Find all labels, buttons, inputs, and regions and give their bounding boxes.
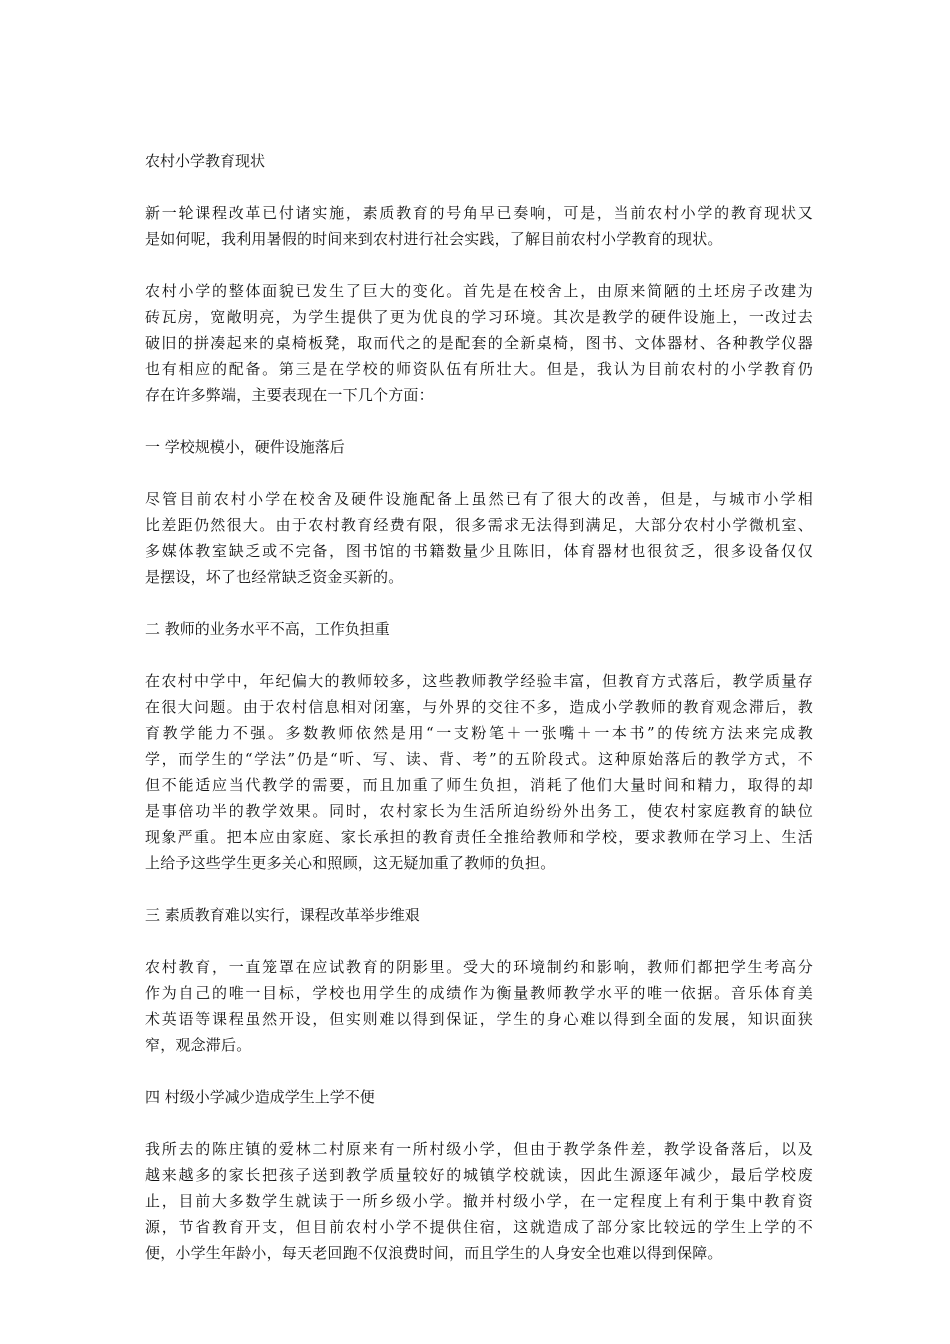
paragraph-line: 窄，观念滞后。 bbox=[145, 1036, 252, 1054]
paragraph-line: 也有相应的配备。第三是在学校的师资队伍有所壮大。但是，我认为目前农村的小学教育仍 bbox=[145, 360, 813, 378]
paragraph-line: 源，节省教育开支，但目前农村小学不提供住宿，这就造成了部分家比较远的学生上学的不 bbox=[145, 1218, 813, 1236]
paragraph-line: 比差距仍然很大。由于农村教育经费有限，很多需求无法得到满足，大部分农村小学微机室、 bbox=[145, 516, 813, 534]
spacer bbox=[145, 1058, 813, 1084]
section-heading: 三 素质教育难以实行，课程改革举步维艰 bbox=[145, 906, 420, 924]
document-body bbox=[145, 148, 813, 1266]
spacer bbox=[145, 252, 813, 278]
paragraph-line: 农村小学的整体面貌已发生了巨大的变化。首先是在校舍上，由原来简陋的土坯房子改建为 bbox=[145, 282, 813, 300]
paragraph-line: 砖瓦房，宽敞明亮，为学生提供了更为优良的学习环境。其次是教学的硬件设施上，一改过去 bbox=[145, 308, 813, 326]
paragraph-line: 存在许多弊端，主要表现在一下几个方面： bbox=[145, 386, 434, 404]
overview-paragraph bbox=[145, 278, 813, 408]
section-heading: 四 村级小学减少造成学生上学不便 bbox=[145, 1088, 375, 1106]
section-heading: 二 教师的业务水平不高，工作负担重 bbox=[145, 620, 390, 638]
section-paragraph bbox=[145, 954, 813, 1058]
spacer bbox=[145, 642, 813, 668]
spacer bbox=[145, 928, 813, 954]
paragraph-line: 学，而学生的“学法”仍是“听、写、读、背、考”的五阶段式。这种原始落后的教学方式，不 bbox=[145, 750, 813, 768]
paragraph-line: 是如何呢，我利用暑假的时间来到农村进行社会实践，了解目前农村小学教育的现状。 bbox=[145, 230, 723, 248]
paragraph-line: 尽管目前农村小学在校舍及硬件设施配备上虽然已有了很大的改善，但是，与城市小学相 bbox=[145, 490, 813, 508]
section-paragraph bbox=[145, 486, 813, 590]
spacer bbox=[145, 174, 813, 200]
spacer bbox=[145, 408, 813, 434]
section-heading: 一 学校规模小，硬件设施落后 bbox=[145, 438, 345, 456]
spacer bbox=[145, 1110, 813, 1136]
paragraph-line: 在很大问题。由于农村信息相对闭塞，与外界的交往不多，造成小学教师的教育观念滞后，教 bbox=[145, 698, 813, 716]
intro-paragraph bbox=[145, 200, 813, 252]
paragraph-line: 我所去的陈庄镇的爱林二村原来有一所村级小学，但由于教学条件差，教学设备落后，以及 bbox=[145, 1140, 813, 1158]
paragraph-line: 现象严重。把本应由家庭、家长承担的教育责任全推给教师和学校，要求教师在学习上、生活 bbox=[145, 828, 813, 846]
paragraph-line: 上给予这些学生更多关心和照顾，这无疑加重了教师的负担。 bbox=[145, 854, 556, 872]
paragraph-line: 是摆设，坏了也经常缺乏资金买新的。 bbox=[145, 568, 404, 586]
paragraph-line: 便，小学生年龄小，每天老回跑不仅浪费时间，而且学生的人身安全也难以得到保障。 bbox=[145, 1244, 723, 1262]
paragraph-line: 越来越多的家长把孩子送到教学质量较好的城镇学校就读，因此生源逐年减少，最后学校废 bbox=[145, 1166, 813, 1184]
section-paragraph bbox=[145, 668, 813, 876]
spacer bbox=[145, 590, 813, 616]
spacer bbox=[145, 876, 813, 902]
paragraph-line: 破旧的拼凑起来的桌椅板凳，取而代之的是配套的全新桌椅，图书、文体器材、各种教学仪器 bbox=[145, 334, 813, 352]
paragraph-line: 农村教育，一直笼罩在应试教育的阴影里。受大的环境制约和影响，教师们都把学生考高分 bbox=[145, 958, 813, 976]
spacer bbox=[145, 460, 813, 486]
paragraph-line: 育教学能力不强。多数教师依然是用“一支粉笔＋一张嘴＋一本书”的传统方法来完成教 bbox=[145, 724, 813, 742]
paragraph-line: 止，目前大多数学生就读于一所乡级小学。撤并村级小学，在一定程度上有利于集中教育资 bbox=[145, 1192, 813, 1210]
paragraph-line: 是事倍功半的教学效果。同时，农村家长为生活所迫纷纷外出务工，使农村家庭教育的缺位 bbox=[145, 802, 813, 820]
paragraph-line: 在农村中学中，年纪偏大的教师较多，这些教师教学经验丰富，但教育方式落后，教学质量存 bbox=[145, 672, 813, 690]
section-paragraph bbox=[145, 1136, 813, 1266]
paragraph-line: 多媒体教室缺乏或不完备，图书馆的书籍数量少且陈旧，体育器材也很贫乏，很多设备仅仅 bbox=[145, 542, 813, 560]
document-title: 农村小学教育现状 bbox=[145, 152, 266, 170]
paragraph-line: 术英语等课程虽然开设，但实则难以得到保证，学生的身心难以得到全面的发展，知识面狭 bbox=[145, 1010, 813, 1028]
paragraph-line: 新一轮课程改革已付诸实施，素质教育的号角早已奏响，可是，当前农村小学的教育现状又 bbox=[145, 204, 813, 222]
paragraph-line: 但不能适应当代教学的需要，而且加重了师生负担，消耗了他们大量时间和精力，取得的却 bbox=[145, 776, 813, 794]
paragraph-line: 作为自己的唯一目标，学校也用学生的成绩作为衡量教师教学水平的唯一依据。音乐体育美 bbox=[145, 984, 813, 1002]
